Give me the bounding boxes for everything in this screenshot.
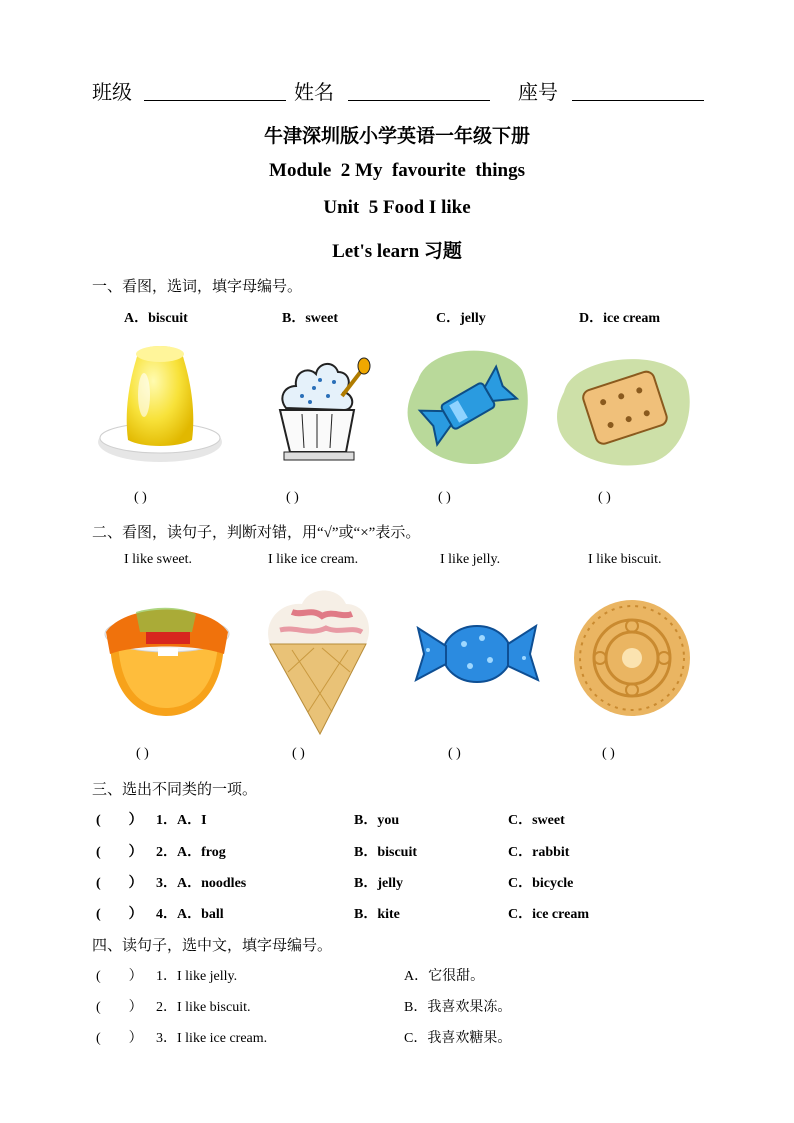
judge-blank-1[interactable]: ( ) <box>136 746 149 761</box>
option-d: D．ice cream <box>579 311 660 326</box>
sweet-picture <box>404 340 532 470</box>
option-a: A．biscuit <box>124 311 188 326</box>
section2-heading: 二、看图，读句子，判断对错，用“√”或“×”表示。 <box>92 525 421 541</box>
section1-heading: 一、看图，选词，填字母编号。 <box>92 279 303 295</box>
odd-one-blank-2[interactable]: ( ） <box>96 845 143 860</box>
unit-title: Unit 5 Food I like <box>323 197 471 218</box>
book-title: 牛津深圳版小学英语一年级下册 <box>263 126 530 147</box>
section4-heading: 四、读句子，选中文，填字母编号。 <box>92 938 333 954</box>
sentence-3: I like jelly. <box>440 552 501 567</box>
lesson-title: Let's learn 习题 <box>332 241 462 262</box>
odd-one-blank-3[interactable]: ( ） <box>96 876 143 891</box>
odd-one-blank-4[interactable]: ( ） <box>96 907 143 922</box>
odd-one-q3-a: 3．A．noodles <box>156 876 247 891</box>
biscuit-picture <box>554 346 694 470</box>
odd-one-q3-b: B．jelly <box>354 876 403 891</box>
module-title: Module 2 My favourite things <box>269 160 525 181</box>
match-question-1: 1．I like jelly. <box>156 969 238 984</box>
match-answer-a: A．它很甜。 <box>404 969 485 984</box>
option-c: C．jelly <box>436 311 486 326</box>
judge-blank-2[interactable]: ( ) <box>292 746 305 761</box>
answer-blank-4[interactable]: ( ) <box>598 490 611 505</box>
odd-one-q4-c: C．ice cream <box>508 907 589 922</box>
class-label: 班级 <box>92 82 132 104</box>
odd-one-q4-b: B．kite <box>354 907 400 922</box>
answer-blank-1[interactable]: ( ) <box>134 490 147 505</box>
match-blank-1[interactable]: ( ） <box>96 969 143 984</box>
odd-one-q4-a: 4．A．ball <box>156 907 224 922</box>
match-question-2: 2．I like biscuit. <box>156 1000 251 1015</box>
answer-blank-2[interactable]: ( ) <box>286 490 299 505</box>
match-blank-2[interactable]: ( ） <box>96 1000 143 1015</box>
judge-blank-4[interactable]: ( ) <box>602 746 615 761</box>
ice-cream-cup-picture <box>272 352 372 464</box>
blue-sweet-picture <box>412 614 542 694</box>
odd-one-q1-c: C．sweet <box>508 813 565 828</box>
match-blank-3[interactable]: ( ） <box>96 1031 143 1046</box>
odd-one-q2-b: B．biscuit <box>354 845 418 860</box>
match-answer-c: C．我喜欢糖果。 <box>404 1031 512 1046</box>
judge-blank-3[interactable]: ( ) <box>448 746 461 761</box>
odd-one-q3-c: C．bicycle <box>508 876 574 891</box>
odd-one-q2-a: 2．A．frog <box>156 845 226 860</box>
fruit-jelly-cup-picture <box>96 592 238 720</box>
sentence-1: I like sweet. <box>124 552 193 567</box>
name-blank[interactable] <box>348 100 490 101</box>
odd-one-q1-b: B．you <box>354 813 400 828</box>
class-blank[interactable] <box>144 100 286 101</box>
match-question-3: 3．I like ice cream. <box>156 1031 268 1046</box>
sentence-4: I like biscuit. <box>588 552 662 567</box>
seat-label: 座号 <box>518 82 558 104</box>
section3-heading: 三、选出不同类的一项。 <box>92 782 258 798</box>
student-info-line <box>92 76 712 106</box>
answer-blank-3[interactable]: ( ) <box>438 490 451 505</box>
option-b: B．sweet <box>282 311 338 326</box>
jelly-picture <box>98 340 226 470</box>
ice-cream-cone-picture <box>262 582 374 738</box>
name-label: 姓名 <box>294 82 334 104</box>
odd-one-q1-a: 1．A．I <box>156 813 207 828</box>
round-biscuit-picture <box>572 598 692 718</box>
seat-blank[interactable] <box>572 100 704 101</box>
match-answer-b: B．我喜欢果冻。 <box>404 1000 512 1015</box>
odd-one-q2-c: C．rabbit <box>508 845 570 860</box>
sentence-2: I like ice cream. <box>268 552 359 567</box>
odd-one-blank-1[interactable]: ( ） <box>96 813 143 828</box>
